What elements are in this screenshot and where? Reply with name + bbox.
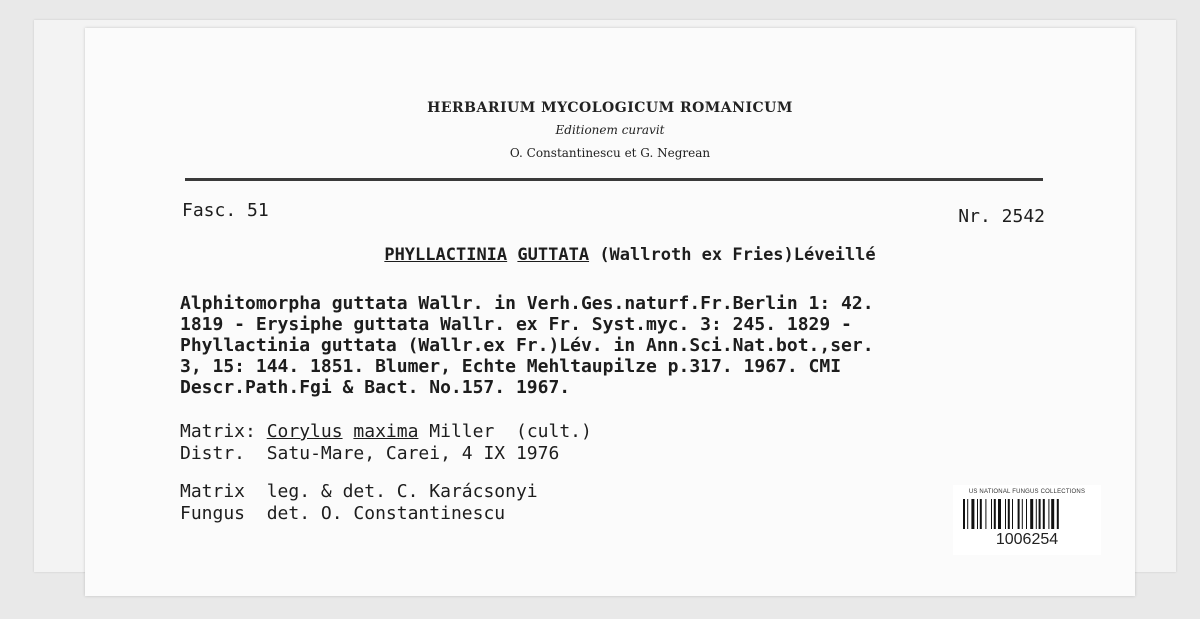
fungus-label: Fungus [180, 503, 246, 524]
herbarium-subtitle: Editionem curavit [555, 123, 665, 137]
collector-line [180, 481, 538, 503]
exsiccata-number: Nr. 2542 [958, 206, 1045, 227]
distr-label: Distr. [180, 443, 246, 464]
collector-label: Matrix [180, 481, 246, 502]
herbarium-editors: O. Constantinescu et G. Negrean [509, 146, 711, 160]
host-epithet: maxima [353, 421, 419, 442]
barcode-label [953, 485, 1101, 555]
synonymy-block [180, 293, 1060, 398]
distr-value: Satu-Mare, Carei, 4 IX 1976 [266, 443, 560, 464]
fungus-line [180, 503, 538, 525]
matrix-line [180, 421, 592, 443]
collector-value: leg. & det. C. Karácsonyi [266, 481, 538, 502]
barcode-bars [963, 499, 1091, 529]
collectors [180, 481, 538, 525]
barcode-caption: US NATIONAL FUNGUS COLLECTIONS [968, 489, 1086, 495]
species-epithet: GUTTATA [517, 245, 590, 265]
matrix-label: Matrix: [180, 421, 256, 442]
host-and-locality [180, 421, 592, 465]
synonymy-line: Alphitomorpha guttata Wallr. in Verh.Ges.naturf.Fr.Berlin 1: 42. [180, 293, 874, 314]
barcode-number: 1006254 [995, 531, 1059, 548]
species-authority: (Wallroth ex Fries)Léveillé [599, 245, 876, 265]
host-genus: Corylus [266, 421, 343, 442]
fascicle-number: Fasc. 51 [182, 200, 269, 221]
host-authority: Miller (cult.) [429, 421, 592, 442]
species-name [85, 245, 1135, 265]
species-genus: PHYLLACTINIA [384, 245, 508, 265]
distr-line [180, 443, 592, 465]
synonymy-line: 1819 - Erysiphe guttata Wallr. ex Fr. Syst.myc. 3: 245. 1829 - [180, 314, 852, 335]
herbarium-title: HERBARIUM MYCOLOGICUM ROMANICUM [427, 100, 793, 116]
synonymy-line: Descr.Path.Fgi & Bact. No.157. 1967. [180, 377, 571, 398]
synonymy-line: Phyllactinia guttata (Wallr.ex Fr.)Lév. in Ann.Sci.Nat.bot.,ser. [180, 335, 874, 356]
fungus-value: det. O. Constantinescu [266, 503, 506, 524]
header-divider [185, 178, 1043, 181]
synonymy-line: 3, 15: 144. 1851. Blumer, Echte Mehltaupilze p.317. 1967. CMI [180, 356, 842, 377]
